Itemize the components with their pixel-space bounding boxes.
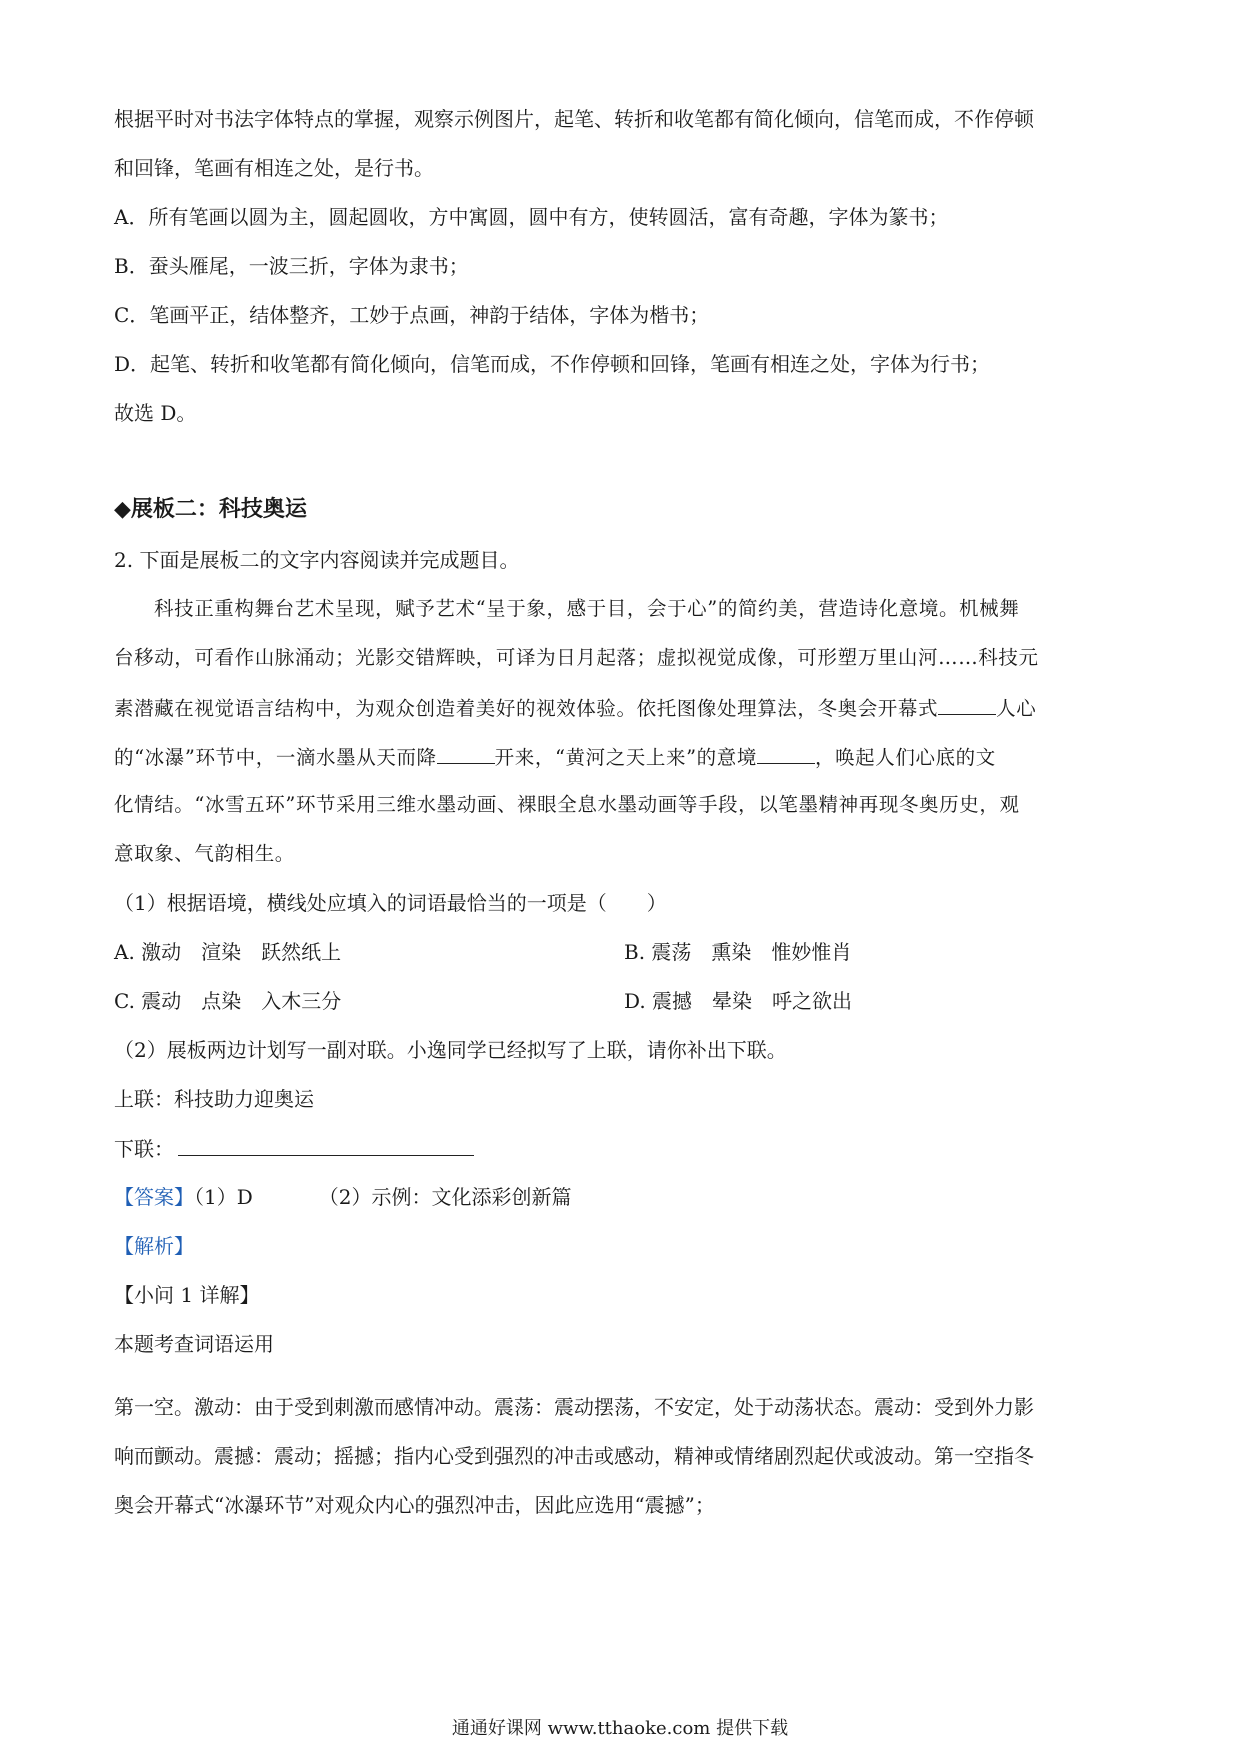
- conclusion: 故选 D。: [114, 401, 197, 425]
- answer-tag: 【答案】: [114, 1185, 194, 1209]
- intro-line-1: 根据平时对书法字体特点的掌握，观察示例图片，起笔、转折和收笔都有简化倾向，信笔而成，不作停顿: [114, 107, 1034, 131]
- explanation-b: B．蚕头雁尾，一波三折，字体为隶书；: [114, 254, 469, 278]
- analysis-para-line-3: 奥会开幕式“冰瀑环节”对观众内心的强烈冲击，因此应选用“震撼”；: [114, 1493, 715, 1517]
- options-row-2: [114, 986, 1134, 1016]
- page-footer: [0, 1716, 1240, 1742]
- analysis-para-line-1: 第一空。激动：由于受到刺激而感情冲动。震荡：震动摆荡，不安定，处于动荡状态。震动：受到外力影: [114, 1395, 1034, 1419]
- couplet-lower-blank: [178, 1133, 474, 1156]
- analysis-para-line-2: 响而颤动。震撼：震动；摇撼；指内心受到强烈的冲击或感动，精神或情绪剧烈起伏或波动。第一空指冬: [114, 1444, 1034, 1468]
- analysis-tag: 【解析】: [114, 1234, 194, 1258]
- sub-question-2-prompt: （2）展板两边计划写一副对联。小逸同学已经拟写了上联，请你补出下联。: [114, 1038, 787, 1062]
- intro-line-2: 和回锋，笔画有相连之处，是行书。: [114, 156, 434, 180]
- passage-line-1: 科技正重构舞台艺术呈现，赋予艺术“呈于象，感于目，会于心”的简约美，营造诗化意境。机械舞: [154, 597, 1020, 620]
- couplet-lower: [114, 1133, 1134, 1164]
- passage-line-5: 化情结。“冰雪五环”环节采用三维水墨动画、裸眼全息水墨动画等手段，以笔墨精神再现冬奥历史，观: [114, 793, 1020, 816]
- answer-part-2: （2）示例：文化添彩创新篇: [318, 1185, 572, 1209]
- footer-site-name: 通通好课网: [451, 1718, 542, 1739]
- option-b: B. 震荡 熏染 惟妙惟肖: [624, 940, 852, 964]
- option-a: A. 激动 渲染 跃然纸上: [114, 940, 342, 964]
- passage-text: ，唤起人们心底的文: [814, 746, 996, 769]
- analysis-topic: 本题考查词语运用: [114, 1332, 274, 1356]
- section-heading: ◆展板二：科技奥运: [114, 497, 307, 522]
- blank-3: [757, 741, 815, 764]
- analysis-sub-heading: 【小问 1 详解】: [114, 1283, 260, 1307]
- blank-2: [437, 741, 495, 764]
- passage-text: 的“冰瀑”环节中，一滴水墨从天而降: [114, 746, 437, 769]
- explanation-c: C．笔画平正，结体整齐，工妙于点画，神韵于结体，字体为楷书；: [114, 303, 710, 327]
- passage-text: 素潜藏在视觉语言结构中，为观众创造着美好的视效体验。依托图像处理算法，冬奥会开幕式: [114, 697, 939, 720]
- answer-part-1: （1）D: [194, 1185, 253, 1209]
- option-c: C. 震动 点染 入木三分: [114, 989, 342, 1013]
- blank-1: [938, 692, 996, 715]
- passage-line-3: [114, 692, 1134, 724]
- question-stem: 2. 下面是展板二的文字内容阅读并完成题目。: [114, 548, 520, 572]
- sub-question-1-prompt: （1）根据语境，横线处应填入的词语最恰当的一项是（ ）: [114, 891, 667, 915]
- footer-url[interactable]: www.tthaoke.com: [547, 1718, 711, 1739]
- answer-line: [114, 1182, 1134, 1212]
- explanation-a: A．所有笔画以圆为主，圆起圆收，方中寓圆，圆中有方，使转圆活，富有奇趣，字体为篆书；: [114, 205, 949, 229]
- option-d: D. 震撼 晕染 呼之欲出: [624, 989, 853, 1013]
- passage-line-2: 台移动，可看作山脉涌动；光影交错辉映，可译为日月起落；虚拟视觉成像，可形塑万里山河……科技元: [114, 646, 1039, 669]
- options-row-1: [114, 937, 1134, 967]
- passage-text: 人心: [996, 697, 1037, 720]
- couplet-lower-label: 下联：: [114, 1137, 174, 1161]
- couplet-upper: 上联：科技助力迎奥运: [114, 1087, 314, 1111]
- explanation-d: D．起笔、转折和收笔都有简化倾向，信笔而成，不作停顿和回锋，笔画有相连之处，字体为行书；: [114, 352, 991, 376]
- passage-line-6: 意取象、气韵相生。: [114, 842, 295, 865]
- passage-text: 开来，“黄河之天上来”的意境: [494, 746, 757, 769]
- footer-suffix: 提供下载: [716, 1718, 789, 1739]
- passage-line-4: [114, 741, 1134, 773]
